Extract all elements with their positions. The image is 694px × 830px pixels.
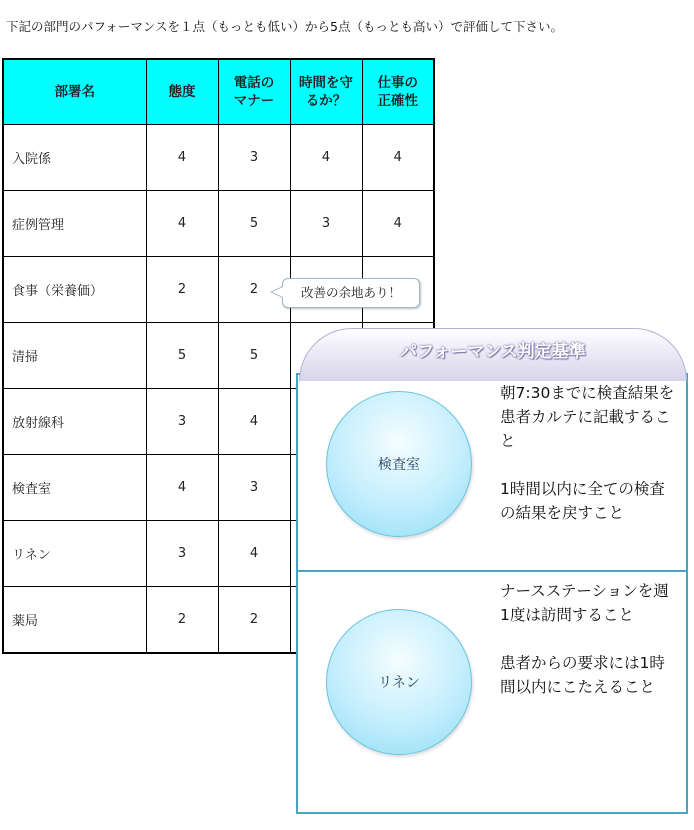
header-accuracy — [362, 59, 434, 125]
score-cell: 2 — [218, 257, 290, 323]
header-dept: 部署名 — [3, 59, 146, 125]
score-cell: 3 — [218, 455, 290, 521]
score-cell: 4 — [362, 191, 434, 257]
dept-cell: 薬局 — [3, 587, 146, 654]
score-cell: 3 — [146, 389, 218, 455]
criteria-rules-linen — [500, 579, 678, 699]
header-accuracy-text: 仕事の正確性 — [377, 75, 418, 109]
criteria-rule: 1時間以内に全ての検査の結果を戻すこと — [500, 480, 665, 522]
score-cell: 3 — [218, 125, 290, 191]
table-header-row — [3, 59, 434, 125]
dept-cell: リネン — [3, 521, 146, 587]
dept-bubble-lab — [326, 391, 472, 537]
score-cell: 2 — [218, 587, 290, 654]
score-cell: 4 — [218, 389, 290, 455]
header-phone-manner — [218, 59, 290, 125]
header-punctuality — [290, 59, 362, 125]
instruction-text: 下記の部門のパフォーマンスを１点（もっとも低い）から5点（もっとも高い）で評価して下さい。 — [6, 19, 563, 34]
score-cell: 4 — [362, 125, 434, 191]
score-cell: 4 — [146, 191, 218, 257]
table-row — [3, 125, 434, 191]
dept-cell: 清掃 — [3, 323, 146, 389]
dept-bubble-label: 検査室 — [378, 457, 420, 473]
criteria-rules-lab — [500, 381, 678, 525]
dept-bubble-label: リネン — [378, 675, 420, 691]
header-phone-manner-text: 電話のマナー — [233, 75, 275, 109]
score-cell: 5 — [218, 191, 290, 257]
dept-cell: 症例管理 — [3, 191, 146, 257]
score-cell: 5 — [218, 323, 290, 389]
score-cell: 4 — [146, 455, 218, 521]
criteria-divider — [298, 570, 686, 572]
criteria-rule: 患者からの要求には1時間以内にこたえること — [500, 654, 665, 696]
criteria-title-tab — [299, 328, 687, 381]
dept-cell: 入院係 — [3, 125, 146, 191]
score-cell: 4 — [290, 125, 362, 191]
score-cell: 3 — [146, 521, 218, 587]
score-cell: 2 — [146, 257, 218, 323]
dept-bubble-linen — [326, 609, 472, 755]
score-cell: 3 — [290, 191, 362, 257]
improvement-callout: 改善の余地あり！ — [282, 278, 420, 308]
score-cell: 4 — [146, 125, 218, 191]
dept-cell: 放射線科 — [3, 389, 146, 455]
dept-cell: 食事（栄養価） — [3, 257, 146, 323]
criteria-rule: ナースステーションを週1度は訪問すること — [500, 582, 669, 624]
table-row — [3, 191, 434, 257]
criteria-title: パフォーマンス判定基準 — [400, 342, 586, 362]
criteria-panel — [296, 373, 688, 814]
score-cell: 5 — [146, 323, 218, 389]
score-cell: 2 — [146, 587, 218, 654]
score-cell: 4 — [218, 521, 290, 587]
callout-tail-inner — [272, 287, 283, 297]
header-attitude: 態度 — [146, 59, 218, 125]
criteria-rule: 朝7:30までに検査結果を患者カルテに記載すること — [500, 384, 675, 450]
header-punctuality-text: 時間を守るか？ — [299, 75, 353, 109]
dept-cell: 検査室 — [3, 455, 146, 521]
